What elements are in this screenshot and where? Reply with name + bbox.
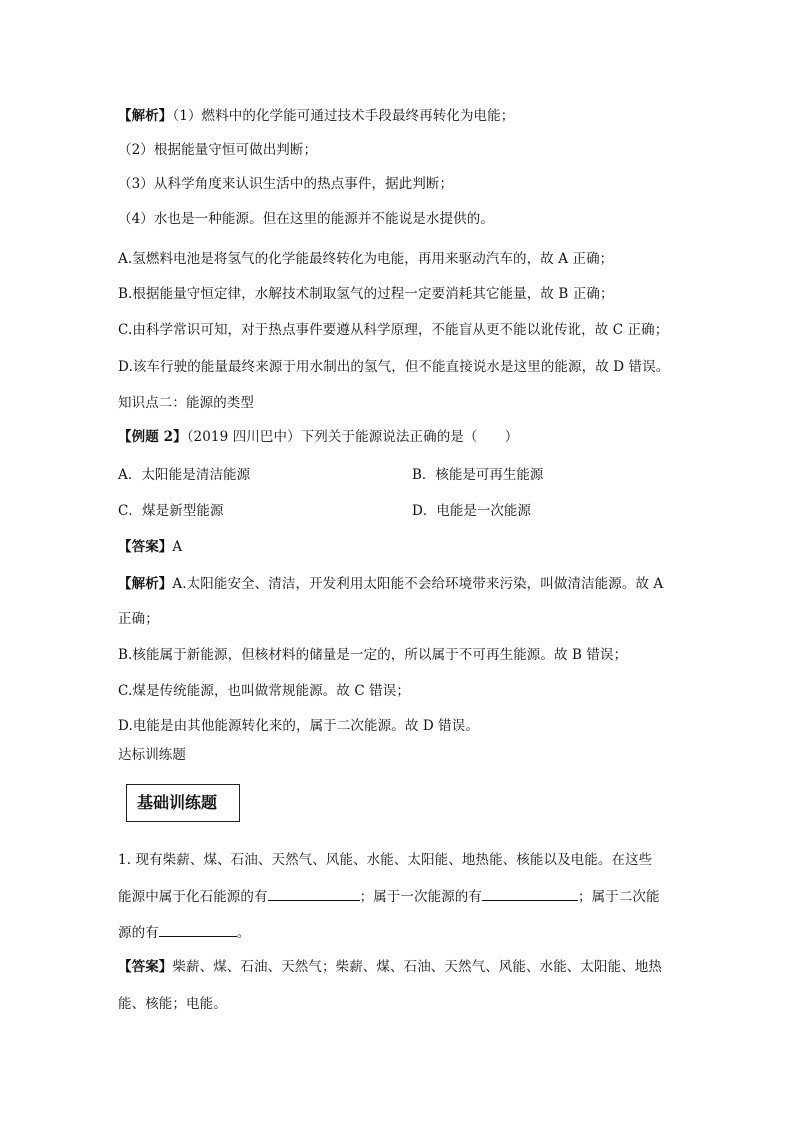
analysis-tag: 【解析】	[118, 108, 173, 124]
basic-training-box	[126, 784, 240, 822]
question-1-answer	[118, 958, 662, 976]
answer-tag: 【答案】	[118, 959, 173, 975]
answer-blank-fossil[interactable]	[268, 886, 360, 901]
option-d: D．电能是一次能源	[412, 503, 531, 519]
question-text: 能源中属于化石能源的有	[118, 889, 268, 905]
box-title: 基础训练题	[137, 793, 218, 812]
question-text: ；属于一次能源的有	[359, 889, 483, 905]
analysis-line: （1）燃料中的化学能可通过技术手段最终再转化为电能；	[172, 108, 515, 124]
example-analysis	[118, 575, 663, 593]
option-a: A．太阳能是清洁能源	[118, 467, 251, 483]
question-1-line-2	[118, 886, 660, 906]
example-tag: 【例题 2】	[118, 429, 187, 445]
analysis-line: （4）水也是一种能源。但在这里的能源并不能说是水提供的。	[118, 211, 494, 227]
answer-value: A	[172, 539, 183, 555]
question-text: ；属于二次能	[578, 889, 660, 905]
analysis-tag: 【解析】	[118, 576, 173, 592]
analysis-line: （3）从科学角度来认识生活中的热点事件，据此判断；	[118, 176, 454, 192]
question-1-line-1: 1. 现有柴薪、煤、石油、天然气、风能、水能、太阳能、地热能、核能以及电能。在这些	[118, 852, 653, 868]
example-question-text: （2019 四川巴中）下列关于能源说法正确的是（ ）	[186, 429, 519, 445]
answer-text: 柴薪、煤、石油、天然气；柴薪、煤、石油、天然气、风能、水能、太阳能、地热	[172, 959, 663, 975]
answer-blank-primary[interactable]	[482, 886, 578, 901]
analysis-option-d: D.电能是由其他能源转化来的，属于二次能源。故 D 错误。	[118, 718, 479, 734]
answer-tag: 【答案】	[118, 539, 173, 555]
knowledge-point-heading: 知识点二：能源的类型	[118, 395, 254, 411]
analysis-option-b: B.核能属于新能源，但核材料的储量是一定的，所以属于不可再生能源。故 B 错误；	[118, 647, 628, 663]
example-question	[118, 428, 518, 446]
analysis-text: A.太阳能安全、清洁，开发利用太阳能不会给环境带来污染，叫做清洁能源。故 A	[172, 576, 664, 592]
analysis-option-d: D.该车行驶的能量最终来源于用水制出的氢气，但不能直接说水是这里的能源，故 D 错误。	[118, 359, 670, 375]
option-c: C．煤是新型能源	[118, 503, 224, 519]
analysis-option-b: B.根据能量守恒定律，水解技术制取氢气的过程一定要消耗其它能量，故 B 正确；	[118, 286, 614, 302]
analysis-option-c: C.由科学常识可知，对于热点事件要遵从科学原理，不能盲从更不能以讹传讹，故 C 正确；	[118, 322, 669, 338]
analysis-option-c: C.煤是传统能源，也叫做常规能源。故 C 错误；	[118, 683, 410, 699]
question-1-answer-line-2: 能、核能；电能。	[118, 996, 227, 1012]
analysis-paragraph-1	[118, 107, 514, 125]
example-answer	[118, 538, 182, 556]
analysis-option-a: A.氢燃料电池是将氢气的化学能最终转化为电能，再用来驱动汽车的，故 A 正确；	[118, 251, 614, 267]
question-text: 源的有	[118, 925, 159, 941]
analysis-line: 正确；	[118, 611, 159, 627]
section-title: 达标训练题	[118, 747, 186, 763]
question-1-line-3	[118, 922, 250, 942]
question-text: 。	[236, 925, 251, 941]
analysis-line: （2）根据能量守恒可做出判断；	[118, 142, 318, 158]
option-b: B．核能是可再生能源	[412, 467, 544, 483]
answer-blank-secondary[interactable]	[159, 922, 237, 937]
